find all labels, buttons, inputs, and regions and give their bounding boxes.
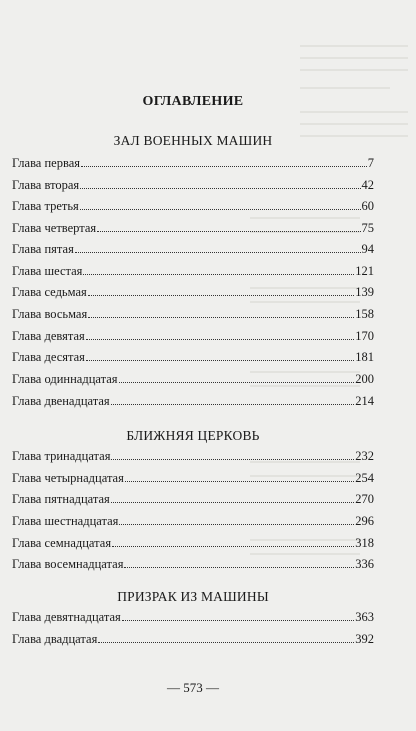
toc-entry[interactable] [12,348,374,364]
page-number: 75 [361,221,374,235]
page-number: 232 [355,449,374,463]
toc-entry[interactable] [12,197,374,213]
dot-leader [98,641,354,643]
chapter-title: Глава седьмая [12,285,87,299]
page-number: 336 [355,557,374,571]
dot-leader [119,381,355,383]
chapter-title: Глава девятнадцатая [12,610,121,624]
toc-entry[interactable] [12,370,374,386]
chapter-title: Глава третья [12,199,79,213]
page-number: 170 [355,329,374,343]
chapter-title: Глава тринадцатая [12,449,111,463]
chapter-title: Глава двенадцатая [12,394,110,408]
dot-leader [81,165,367,167]
page-number: 121 [355,264,374,278]
page-number: 181 [355,350,374,364]
page-number: 214 [355,394,374,408]
toc-entry[interactable] [12,283,374,299]
dot-leader [119,523,354,525]
section-title: ПРИЗРАК ИЗ МАШИНЫ [117,589,269,604]
toc-entry[interactable] [12,555,374,571]
page-number: 254 [355,471,374,485]
toc-entry[interactable] [12,154,374,170]
toc-entry[interactable] [12,447,374,463]
toc-entry[interactable] [12,490,374,506]
dot-leader [122,619,354,621]
chapter-title: Глава одиннадцатая [12,372,118,386]
dot-leader [111,501,354,503]
page-number: 392 [355,632,374,646]
chapter-title: Глава восьмая [12,307,88,321]
toc-entry[interactable] [12,219,374,235]
toc-entry[interactable] [12,630,374,646]
toc-entry[interactable] [12,512,374,528]
section-title: ЗАЛ ВОЕННЫХ МАШИН [113,133,273,148]
toc-entry[interactable] [12,608,374,624]
dot-leader [97,230,360,232]
dot-leader [80,187,360,189]
toc-entry[interactable] [12,327,374,343]
page-number: 200 [355,372,374,386]
chapter-title: Глава шестая [12,264,83,278]
page-number: 318 [355,536,374,550]
toc-entry[interactable] [12,305,374,321]
toc-entry[interactable] [12,240,374,256]
page-folio: — 573 — [167,680,219,695]
chapter-title: Глава двадцатая [12,632,98,646]
chapter-title: Глава пятнадцатая [12,492,110,506]
dot-leader [75,251,361,253]
chapter-title: Глава девятая [12,329,85,343]
page-number: 139 [355,285,374,299]
dot-leader [88,294,355,296]
toc-page [12,0,374,731]
page-number: 296 [355,514,374,528]
chapter-title: Глава десятая [12,350,85,364]
dot-leader [112,545,354,547]
toc-entry[interactable] [12,176,374,192]
page-number: 363 [355,610,374,624]
dot-leader [83,273,354,275]
toc-entry[interactable] [12,534,374,550]
dot-leader [86,338,354,340]
dot-leader [80,208,361,210]
page-number: 60 [361,199,374,213]
section-title: БЛИЖНЯЯ ЦЕРКОВЬ [126,428,260,443]
toc-entry[interactable] [12,392,374,408]
page-number: 7 [367,156,374,170]
chapter-title: Глава восемнадцатая [12,557,124,571]
dot-leader [124,566,354,568]
chapter-title: Глава шестнадцатая [12,514,119,528]
dot-leader [88,316,354,318]
chapter-title: Глава четвертая [12,221,97,235]
toc-entry[interactable] [12,262,374,278]
chapter-title: Глава семнадцатая [12,536,112,550]
page-number: 94 [361,242,374,256]
dot-leader [125,480,354,482]
page-number: 270 [355,492,374,506]
toc-entry[interactable] [12,469,374,485]
chapter-title: Глава вторая [12,178,80,192]
page-number: 158 [355,307,374,321]
dot-leader [111,403,355,405]
chapter-title: Глава первая [12,156,81,170]
toc-title: ОГЛАВЛЕНИЕ [142,94,244,109]
page-number: 42 [361,178,374,192]
dot-leader [86,359,354,361]
chapter-title: Глава четырнадцатая [12,471,124,485]
chapter-title: Глава пятая [12,242,74,256]
dot-leader [111,458,354,460]
